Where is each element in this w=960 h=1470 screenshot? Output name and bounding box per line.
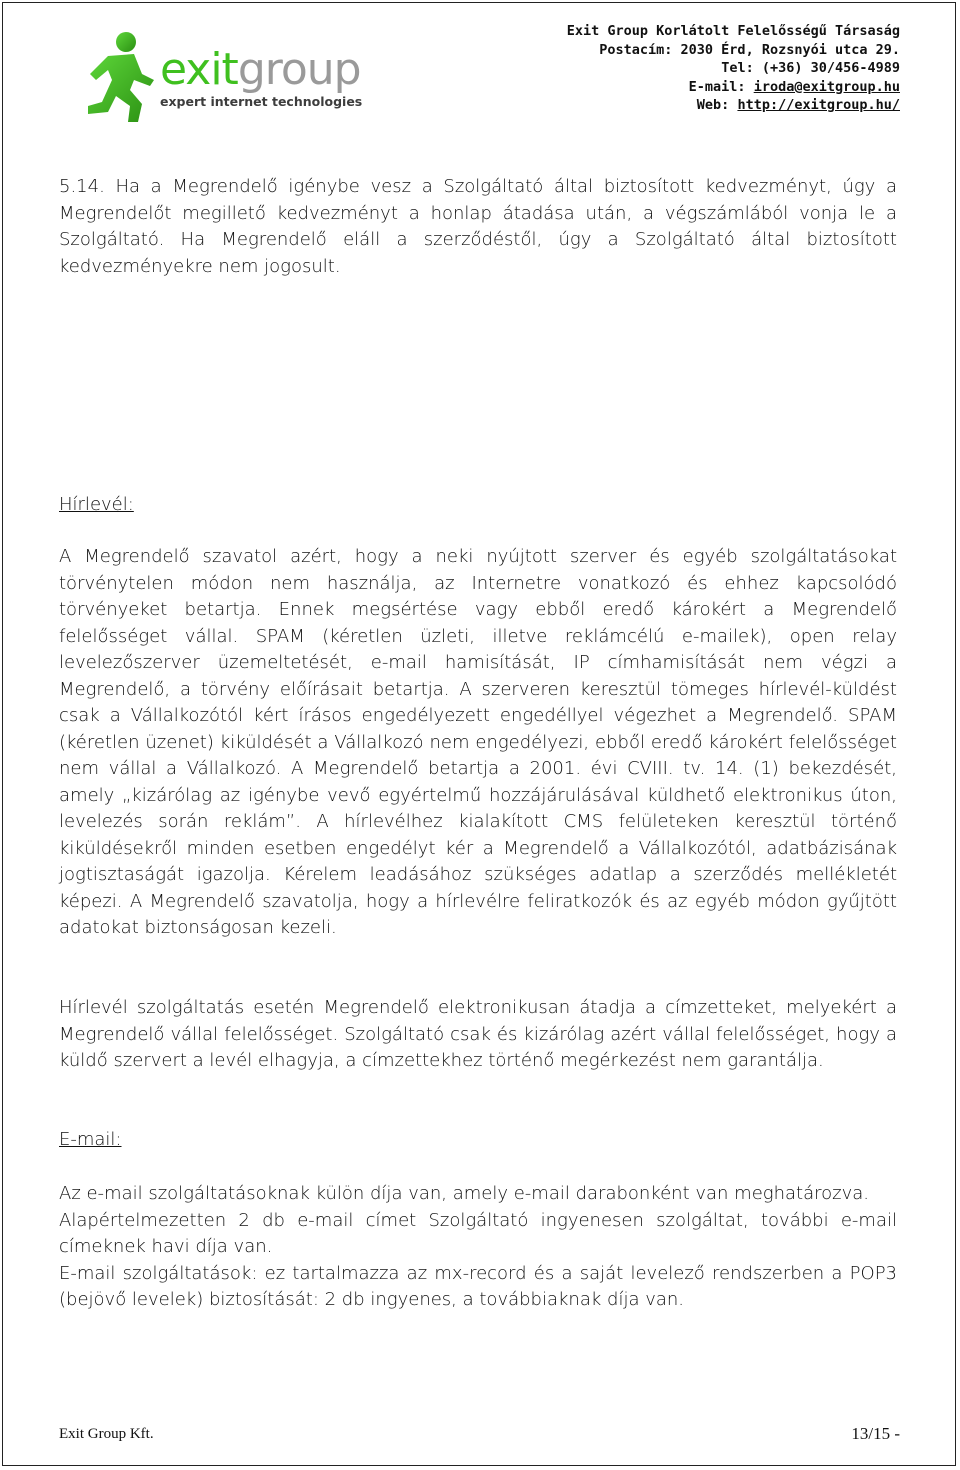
footer-company: Exit Group Kft. <box>59 1426 154 1442</box>
email-heading: E-mail: <box>59 1129 122 1150</box>
hirlevel-paragraph-1-text: A Megrendelő szavatol azért, hogy a neki nyújtott szerver és egyéb szolgáltatásokat törvénytelen módon nem használja, az Internetre vonatkozó és ehhez kapcsolódó törvényeket betartja. Ennek megsértése vagy ebből eredő károkért a Megrendelő felelősséget vállal. SPAM (kéretlen üzleti, illetve reklámcélú e-mailek), open relay levelezőszerver üzemeltetését, e-mail hamisítását, IP címhamisítását nem végzi a Megrendelő, a törvény előírásait betartja. A szerveren keresztül tömeges hírlevél-küldést csak a Vállalkozótól kért írásos engedélyezett engedéllyel végezhet a Megrendelő. SPAM (kéretlen üzenet) kiküldését a Vállalkozó nem engedélyezi, ebből eredő károkért felelősséget nem vállal a Vállalkozó. A Megrendelő betartja a 2001. évi CVIII. tv. 14. (1) bekezdését, amely „kizárólag az igénybe vevő egyértelmű hozzájárulásával küldhető elektronikus úton, levelezés során reklám”. A hírlevélhez kialakított CMS felületeken keresztül történő kiküldésekről minden esetben engedélyt kér a Megrendelő a Vállalkozótól, adatbázisának jogtisztaságát igazolja. Kérelem leadásához szükséges adatlap a szerződés mellékletét képezi. A Megrendelő szavatolja, hogy a hírlevélre feliratkozók és az egyéb módon gyűjtött adatokat biztonságosan kezeli. <box>59 546 897 938</box>
company-email-line <box>567 78 900 97</box>
logo-wordmark-exit: exit <box>160 44 238 95</box>
company-info <box>567 22 900 115</box>
paragraph-5-14 <box>59 174 897 280</box>
email-paragraph-3: E-mail szolgáltatások: ez tartalmazza az mx-record és a saját levelező rendszerben a POP3 (bejövő levelek) biztosítását: 2 db ingyenes, a továbbiaknak díja van. <box>59 1262 897 1310</box>
company-web-line <box>567 96 900 115</box>
email-link[interactable]: iroda@exitgroup.hu <box>753 78 900 95</box>
hirlevel-paragraph-1 <box>59 544 897 942</box>
logo-tagline: expert internet technologies <box>160 94 363 109</box>
paragraph-5-14-text: 5.14. Ha a Megrendelő igénybe vesz a Szolgáltató által biztosított kedvezményt, úgy a Megrendelőt megillető kedvezményt a honlap átadása után, a végszámlából vonja le a Szolgáltató. Ha Megrendelő eláll a szerződéstől, úgy a Szolgáltató által biztosított kedvezményekre nem jogosult. <box>59 176 897 277</box>
web-label: Web: <box>696 97 738 113</box>
hirlevel-heading: Hírlevél: <box>59 494 134 515</box>
company-name: Exit Group Korlátolt Felelősségű Társaság <box>566 23 900 39</box>
hirlevel-paragraph-2 <box>59 995 897 1075</box>
email-section <box>59 1181 897 1314</box>
logo-wordmark-group: group <box>237 44 361 95</box>
company-postal: Postacím: 2030 Érd, Rozsnyói utca 29. <box>599 41 900 58</box>
logo-wordmark <box>160 44 361 95</box>
email-paragraph-2: Alapértelmezetten 2 db e-mail címet Szolgáltató ingyenesen szolgáltat, további e-mail címeknek havi díja van. <box>59 1209 897 1257</box>
email-label: E-mail: <box>688 78 754 95</box>
hirlevel-paragraph-2-text: Hírlevél szolgáltatás esetén Megrendelő elektronikusan átadja a címzetteket, melyekért a Megrendelő vállal felelősséget. Szolgáltató csak és kizárólag azért vállal felelősséget, hogy a küldő szervert a levél elhagyja, a címzettekhez történő megérkezést nem garantálja. <box>59 997 897 1071</box>
email-paragraph-1: Az e-mail szolgáltatásoknak külön díja van, amely e-mail darabonként van meghatározva. <box>59 1183 869 1204</box>
exitgroup-logo <box>68 30 388 126</box>
web-link[interactable]: http://exitgroup.hu/ <box>737 97 900 113</box>
running-man-icon <box>68 30 158 126</box>
footer-page-number: 13/15 - <box>851 1424 900 1443</box>
company-phone: Tel: (+36) 30/456-4989 <box>721 60 900 76</box>
